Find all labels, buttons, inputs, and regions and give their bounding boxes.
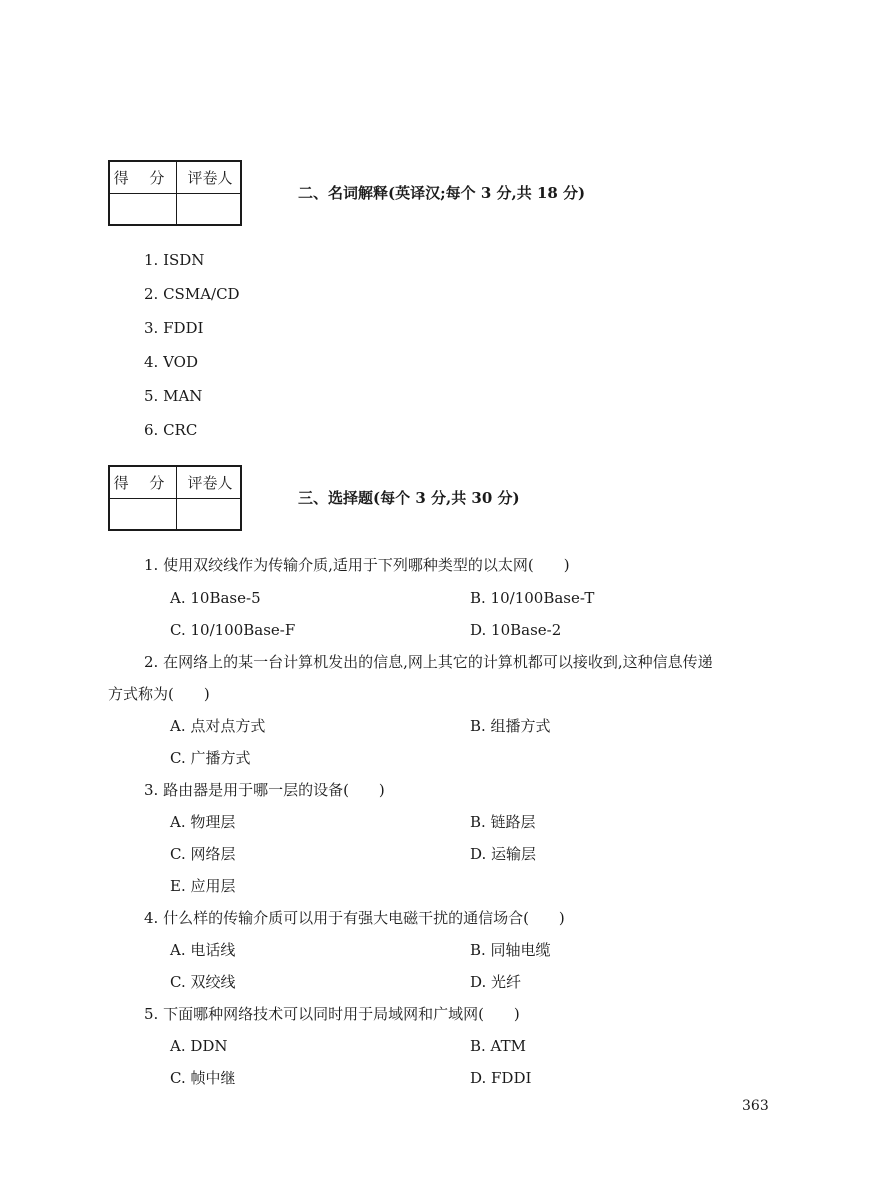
option: D. 光纤 bbox=[470, 973, 522, 991]
term-item: 2. CSMA/CD bbox=[144, 285, 240, 303]
term-item: 4. VOD bbox=[144, 353, 198, 371]
option: C. 广播方式 bbox=[170, 749, 251, 767]
score-header: 得 分 bbox=[113, 169, 173, 187]
section2-title: 二、名词解释(英译汉;每个 3 分,共 18 分) bbox=[298, 184, 586, 202]
term-item: 3. FDDI bbox=[144, 319, 204, 337]
grader-header: 评卷人 bbox=[187, 474, 233, 492]
page-number: 363 bbox=[742, 1098, 769, 1114]
option: A. 10Base-5 bbox=[170, 589, 261, 607]
option: D. FDDI bbox=[470, 1069, 532, 1087]
option: B. 10/100Base-T bbox=[470, 589, 595, 607]
option: D. 10Base-2 bbox=[470, 621, 562, 639]
option: A. 点对点方式 bbox=[170, 717, 266, 735]
option: B. 同轴电缆 bbox=[470, 941, 551, 959]
option: A. 电话线 bbox=[170, 941, 236, 959]
option: C. 双绞线 bbox=[170, 973, 236, 991]
option: A. 物理层 bbox=[170, 813, 236, 831]
score-table-2 bbox=[108, 465, 242, 531]
question-stem: 2. 在网络上的某一台计算机发出的信息,网上其它的计算机都可以接收到,这种信息传递 bbox=[144, 653, 713, 671]
option: D. 运输层 bbox=[470, 845, 537, 863]
grader-header: 评卷人 bbox=[187, 169, 233, 187]
question-stem: 3. 路由器是用于哪一层的设备( ) bbox=[144, 781, 385, 799]
score-header: 得 分 bbox=[113, 474, 173, 492]
option: B. ATM bbox=[470, 1037, 526, 1055]
option: C. 网络层 bbox=[170, 845, 236, 863]
option: C. 10/100Base-F bbox=[170, 621, 296, 639]
option: B. 组播方式 bbox=[470, 717, 551, 735]
term-item: 6. CRC bbox=[144, 421, 198, 439]
question-stem: 5. 下面哪种网络技术可以同时用于局域网和广域网( ) bbox=[144, 1005, 520, 1023]
term-item: 1. ISDN bbox=[144, 251, 205, 269]
question-stem: 1. 使用双绞线作为传输介质,适用于下列哪种类型的以太网( ) bbox=[144, 556, 570, 574]
score-table-1 bbox=[108, 160, 242, 226]
question-stem-cont: 方式称为( ) bbox=[108, 685, 210, 703]
option: E. 应用层 bbox=[170, 877, 236, 895]
section3-title: 三、选择题(每个 3 分,共 30 分) bbox=[298, 489, 520, 507]
option: A. DDN bbox=[170, 1037, 228, 1055]
option: B. 链路层 bbox=[470, 813, 536, 831]
question-stem: 4. 什么样的传输介质可以用于有强大电磁干扰的通信场合( ) bbox=[144, 909, 565, 927]
option: C. 帧中继 bbox=[170, 1069, 236, 1087]
term-item: 5. MAN bbox=[144, 387, 203, 405]
